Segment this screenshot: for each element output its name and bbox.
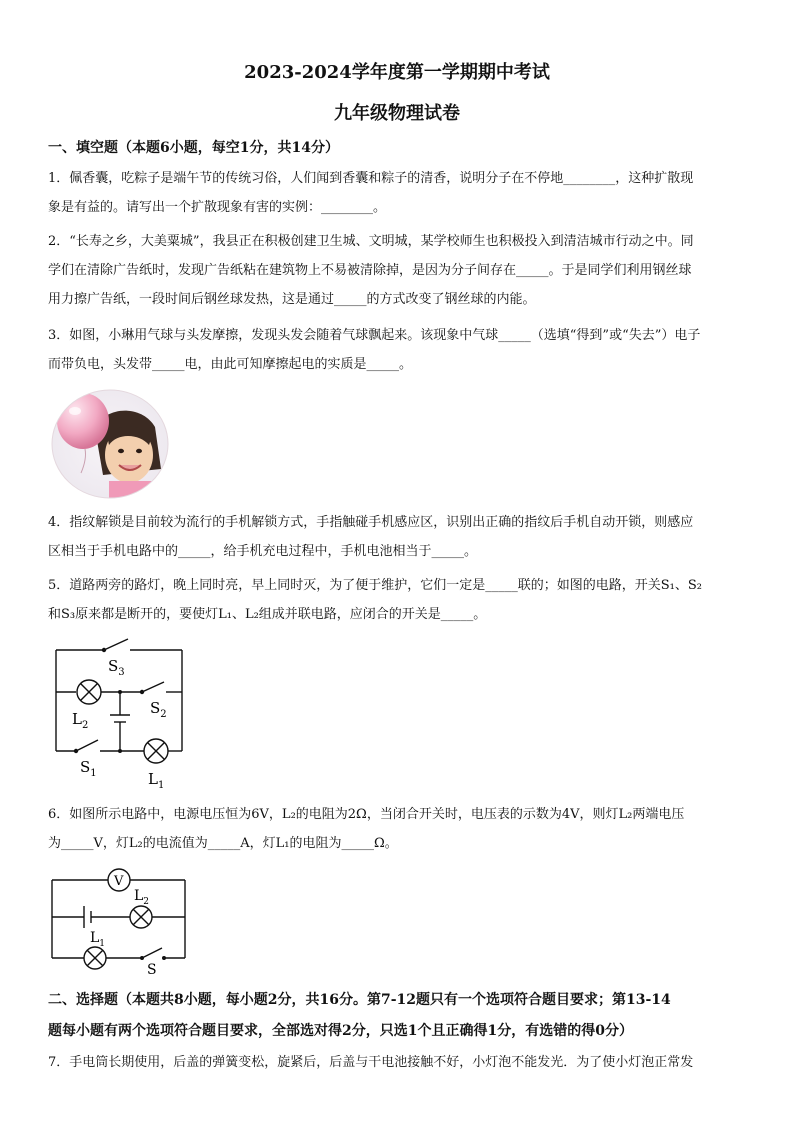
question-4-line-1: 4．指纹解锁是目前较为流行的手机解锁方式，手指触碰手机感应区，识别出正确的指纹后手机自动开锁，则感应 bbox=[48, 515, 694, 530]
label-s2: $S_2$ bbox=[150, 699, 167, 720]
question-2-line-1: 2．“长寿之乡，大美粟城”，我县正在积极创建卫生城、文明城，某学校师生也积极投入到清洁城市行动之中。同 bbox=[48, 234, 694, 249]
question-2 bbox=[48, 227, 748, 314]
question-6 bbox=[48, 800, 748, 858]
circuit-diagram-2 bbox=[48, 864, 193, 980]
question-1-line-2: 象是有益的。请写出一个扩散现象有害的实例：________。 bbox=[48, 200, 387, 215]
question-2-line-3: 用力擦广告纸，一段时间后钢丝球发热，这是通过_____的方式改变了钢丝球的内能。 bbox=[48, 292, 536, 307]
balloon-hair-photo bbox=[51, 389, 169, 499]
question-1-line-1: 1．佩香囊，吃粽子是端午节的传统习俗，人们闻到香囊和粽子的清香，说明分子在不停地________，这种扩散现 bbox=[48, 171, 694, 186]
label-s3: $S_3$ bbox=[108, 657, 125, 678]
label-l2: $L_2$ bbox=[134, 888, 150, 907]
section-2-heading-line-2: 题每小题有两个选项符合题目要求，全部选对得2分，只选1个且正确得1分，有选错的得0分） bbox=[48, 1023, 633, 1039]
exam-title: 2023-2024学年度第一学期期中考试 bbox=[244, 62, 550, 83]
label-l1: $L_1$ bbox=[148, 770, 165, 791]
question-4 bbox=[48, 508, 748, 566]
label-s: S bbox=[147, 962, 157, 978]
question-3-line-2: 而带负电，头发带_____电，由此可知摩擦起电的实质是_____。 bbox=[48, 357, 413, 372]
exam-subtitle: 九年级物理试卷 bbox=[334, 103, 460, 124]
question-6-line-2: 为_____V，灯L₂的电流值为_____A，灯L₁的电阻为_____Ω。 bbox=[48, 836, 398, 851]
section-2-heading-line-1: 二、选择题（本题共8小题，每小题2分，共16分。第7-12题只有一个选项符合题目要求；第13-14 bbox=[48, 992, 671, 1008]
label-l1: $L_1$ bbox=[90, 930, 106, 949]
question-5 bbox=[48, 571, 748, 629]
question-6-line-1: 6．如图所示电路中，电源电压恒为6V，L₂的电阻为2Ω，当闭合开关时，电压表的示数为4V，则灯L₂两端电压 bbox=[48, 807, 685, 822]
question-5-line-1: 5．道路两旁的路灯，晚上同时亮，早上同时灭，为了便于维护，它们一定是_____联的；如图的电路，开关S₁、S₂ bbox=[48, 578, 703, 593]
question-7 bbox=[48, 1048, 748, 1077]
question-4-line-2: 区相当于手机电路中的_____，给手机充电过程中，手机电池相当于_____。 bbox=[48, 544, 478, 559]
question-3-line-1: 3．如图，小琳用气球与头发摩擦，发现头发会随着气球飘起来。该现象中气球_____（选填“得到”或“失去”）电子 bbox=[48, 328, 701, 343]
label-l2: $L_2$ bbox=[72, 710, 89, 731]
voltmeter-label: V bbox=[114, 874, 124, 889]
section-2-heading bbox=[48, 986, 748, 1045]
question-5-line-2: 和S₃原来都是断开的，要使灯L₁、L₂组成并联电路，应闭合的开关是_____。 bbox=[48, 607, 487, 622]
question-2-line-2: 学们在清除广告纸时，发现广告纸粘在建筑物上不易被清除掉，是因为分子间存在_____。于是同学们利用钢丝球 bbox=[48, 263, 692, 278]
question-1 bbox=[48, 164, 748, 222]
section-1-heading: 一、填空题（本题6小题，每空1分，共14分） bbox=[48, 140, 339, 156]
question-7-line-1: 7．手电筒长期使用，后盖的弹簧变松，旋紧后，后盖与干电池接触不好，小灯泡不能发光．为了使小灯泡正常发 bbox=[48, 1055, 694, 1070]
label-s1: $S_1$ bbox=[80, 758, 97, 779]
circuit-diagram-1 bbox=[48, 636, 188, 796]
question-3 bbox=[48, 321, 748, 379]
